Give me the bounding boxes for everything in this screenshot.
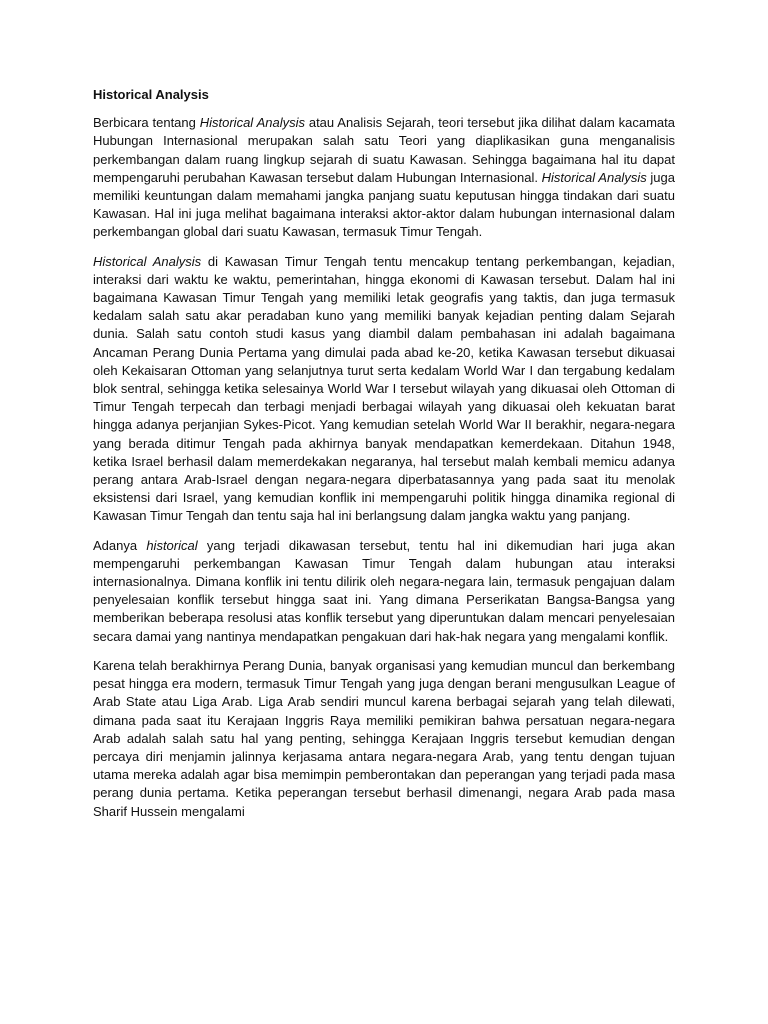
document-title: Historical Analysis	[93, 87, 209, 102]
paragraph	[93, 253, 675, 526]
italic-run: Historical Analysis	[93, 253, 202, 269]
text-run: Adanya	[93, 537, 147, 553]
paragraph	[93, 657, 675, 821]
text-run: yang terjadi dikawasan tersebut, tentu hal ini dikemudian hari juga akan mempengaruhi perkembangan Kawasan Timur Tengah dalam hubungan atau interaksi internasionalnya. Dimana konflik ini tentu dilirik oleh negara-negara lain, termasuk pengajuan dalam penyelesaian konflik tersebut hingga saat ini. Yang dimana Perserikatan Bangsa-Bangsa yang memberikan beberapa resolusi atas konflik tersebut yang diperuntukan dalam mencari penyelesaian secara damai yang nantinya mendapatkan pengakuan dari hak-hak negara yang mengalami konflik.	[93, 537, 675, 644]
text-run: di Kawasan Timur Tengah tentu mencakup tentang perkembangan, kejadian, interaksi dari waktu ke waktu, pemerintahan, hingga ekonomi di Kawasan tersebut. Dalam hal ini bagaimana Kawasan Timur Tengah yang memiliki letak geografis yang taktis, dan juga termasuk kedalam salah satu akar peradaban kuno yang memiliki banyak kejadian penting dalam Sejarah dunia. Salah satu contoh studi kasus yang diambil dalam pembahasan ini adalah bagaimana Ancaman Perang Dunia Pertama yang dimulai pada abad ke-20, ketika Kawasan tersebut dikuasai oleh Kekaisaran Ottoman yang selanjutnya turut serta kedalam World War I dan tergabung kedalam blok sentral, sehingga ketika selesainya World War I tersebut wilayah yang dikuasai oleh Ottoman di Timur Tengah terpecah dan terbagi menjadi berbagai wilayah yang dikuasai oleh kekuatan barat hingga adanya perjanjian Sykes-Picot. Yang kemudian setelah World War II berakhir, negara-negara yang berada ditimur Tengah pada akhirnya banyak mendapatkan kemerdekaan. Ditahun 1948, ketika Israel berhasil dalam memerdekakan negaranya, hal tersebut malah kembali memicu adanya perang antara Arab-Israel dengan negara-negara diperbatasannya yang pada saat itu menolak eksistensi dari Israel, yang kemudian konflik ini mempengaruhi politik hingga dinamika regional di Kawasan Timur Tengah dan tentu saja hal ini berlangsung dalam jangka waktu yang panjang.	[93, 253, 675, 524]
italic-run: Historical Analysis	[199, 115, 305, 131]
paragraph	[93, 537, 675, 646]
italic-run: Historical Analysis	[541, 169, 647, 185]
text-run: Berbicara tentang	[93, 115, 200, 131]
paragraph	[93, 114, 675, 241]
text-run: juga memiliki keuntungan dalam memahami jangka panjang suatu keputusan hingga tindakan dari suatu Kawasan. Hal ini juga melihat bagaimana interaksi aktor-aktor dalam hubungan internasional dalam perkembangan global dari suatu Kawasan, termasuk Timur Tengah.	[93, 169, 675, 240]
text-run: atau Analisis Sejarah, teori tersebut jika dilihat dalam kacamata Hubungan Internasional merupakan salah satu Teori yang diaplikasikan guna menganalisis perkembangan dalam ruang lingkup sejarah di suatu Kawasan. Sehingga bagaimana hal itu dapat mempengaruhi perubahan Kawasan tersebut dalam Hubungan Internasional.	[93, 115, 676, 185]
text-run: Karena telah berakhirnya Perang Dunia, banyak organisasi yang kemudian muncul dan berkembang pesat hingga era modern, termasuk Timur Tengah yang juga dengan berani mengusulkan League of Arab State atau Liga Arab. Liga Arab sendiri muncul karena berbagai sejarah yang telah dilewati, dimana pada saat itu Kerajaan Inggris Raya memiliki pemikiran bahwa persatuan negara-negara Arab adalah salah satu hal yang penting, sehingga Kerajaan Inggris tersebut kemudian dengan percaya diri menjamin jalinnya kerjasama antara negara-negara Arab, yang tentu dengan tujuan utama mereka adalah agar bisa memimpin pemberontakan dan peperangan yang terjadi pada masa perang dunia pertama. Ketika peperangan tersebut berhasil dimenangi, negara Arab pada masa Sharif Hussein mengalami	[93, 657, 675, 819]
italic-run: historical	[146, 537, 198, 553]
